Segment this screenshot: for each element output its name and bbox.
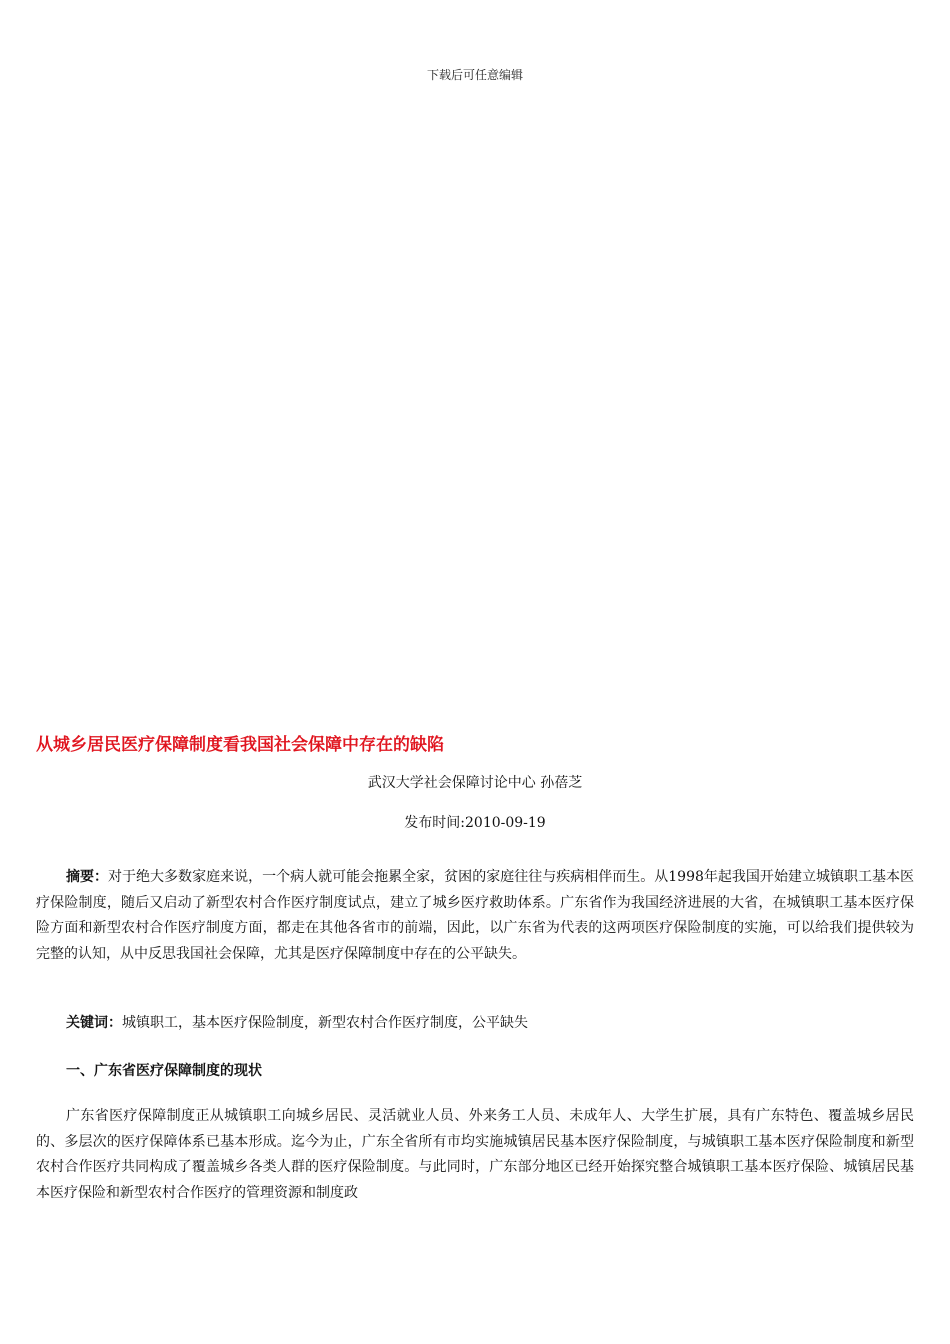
keywords-paragraph — [36, 1011, 914, 1037]
publish-date — [0, 812, 950, 832]
article-author: 武汉大学社会保障讨论中心 孙蓓芝 — [367, 775, 583, 791]
page-header-note: 下载后可任意编辑 — [426, 68, 523, 82]
abstract-label: 摘要： — [66, 869, 109, 885]
body-paragraph: 广东省医疗保障制度正从城镇职工向城乡居民、灵活就业人员、外来务工人员、未成年人、大学生扩展，具有广东特色、覆盖城乡居民的、多层次的医疗保障体系已基本形成。迄今为止，广东全省所有市均实施城镇居民基本医疗保险制度，与城镇职工基本医疗保险制度和新型农村合作医疗共同构成了覆盖城乡各类人群的医疗保险制度。与此同时，广东部分地区已经开始探究整合城镇职工基本医疗保险、城镇居民基本医疗保险和新型农村合作医疗的管理资源和制度政 — [36, 1108, 914, 1201]
keywords-text: 城镇职工，基本医疗保险制度，新型农村合作医疗制度，公平缺失 — [122, 1015, 528, 1031]
article-title: 从城乡居民医疗保障制度看我国社会保障中存在的缺陷 — [36, 735, 444, 755]
abstract-text: 对于绝大多数家庭来说，一个病人就可能会拖累全家，贫困的家庭往往与疾病相伴而生。从1998年起我国开始建立城镇职工基本医疗保险制度，随后又启动了新型农村合作医疗制度试点，建立了城乡医疗救助体系。广东省作为我国经济进展的大省，在城镇职工基本医疗保险方面和新型农村合作医疗制度方面，都走在其他各省市的前端，因此，以广东省为代表的这两项医疗保险制度的实施，可以给我们提供较为完整的认知，从中反思我国社会保障，尤其是医疗保障制度中存在的公平缺失。 — [36, 869, 914, 962]
section-heading: 一、广东省医疗保障制度的现状 — [66, 1063, 262, 1079]
publish-date-value: 2010-09-19 — [465, 815, 546, 831]
abstract-paragraph — [36, 865, 914, 967]
publish-date-label: 发布时间: — [404, 815, 465, 831]
keywords-label: 关键词： — [66, 1015, 122, 1031]
